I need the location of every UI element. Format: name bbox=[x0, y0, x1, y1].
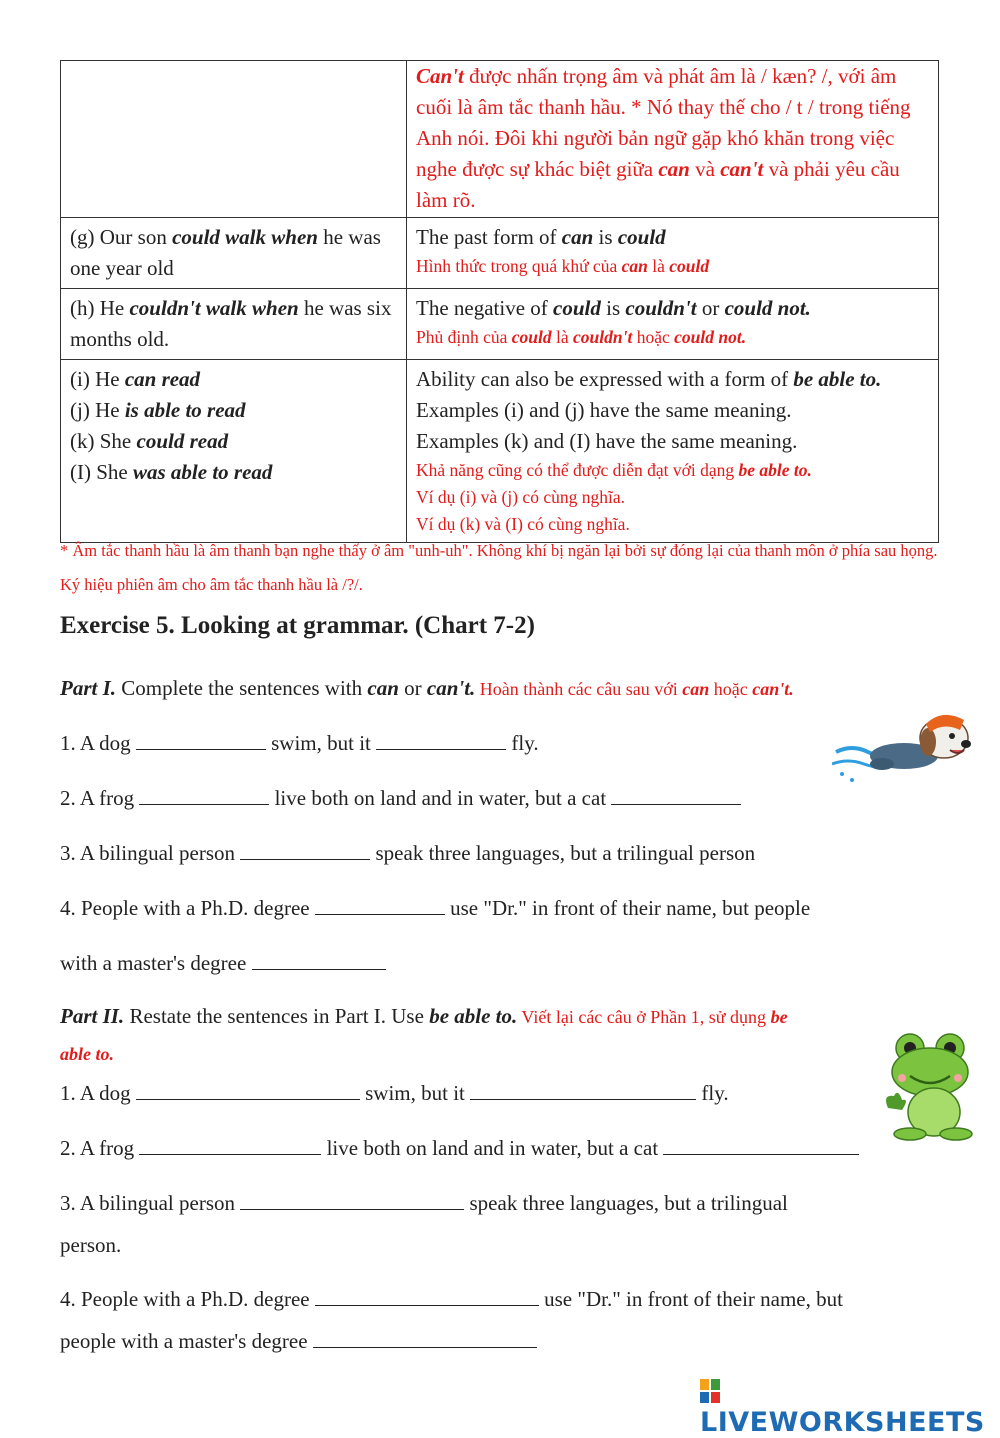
answer-blank[interactable] bbox=[139, 786, 269, 805]
text: speak three languages, but a trilingual bbox=[464, 1191, 788, 1215]
explanation-vn: Ví dụ (i) và (j) có cùng nghĩa. bbox=[416, 487, 625, 507]
example-l bbox=[70, 457, 397, 488]
examples-ijkl bbox=[61, 360, 407, 543]
part2-instruction bbox=[60, 1004, 788, 1029]
emphasis: could read bbox=[136, 429, 229, 453]
example-i bbox=[70, 364, 397, 395]
lws-badge-icon bbox=[700, 1379, 720, 1403]
text: Ability can also be expressed with a form of bbox=[416, 367, 794, 391]
part2-sentence-4 bbox=[60, 1287, 843, 1312]
emphasis: could bbox=[617, 225, 666, 249]
part2-sentence-3 bbox=[60, 1191, 788, 1216]
text: 4. People with a Ph.D. degree bbox=[60, 1287, 315, 1311]
explanation-vn: Ví dụ (k) và (I) có cùng nghĩa. bbox=[416, 514, 630, 534]
explanation-en bbox=[416, 364, 929, 395]
text: Complete the sentences with bbox=[116, 676, 368, 700]
text: swim, but it bbox=[359, 1081, 471, 1105]
text: fly. bbox=[696, 1081, 729, 1105]
text: (g) Our son bbox=[70, 225, 173, 249]
explanation-en bbox=[416, 293, 929, 324]
answer-blank[interactable] bbox=[611, 786, 741, 805]
explanation-h bbox=[407, 289, 939, 360]
text: (j) He bbox=[70, 398, 125, 422]
example-h bbox=[61, 289, 407, 360]
part1-sentence-2 bbox=[60, 786, 741, 811]
emphasis: can bbox=[682, 679, 710, 699]
text: Hoàn thành các câu sau với bbox=[475, 679, 683, 699]
logo-text: LIVEWORKSHEETS bbox=[700, 1407, 985, 1438]
emphasis: can bbox=[561, 225, 594, 249]
text: Khả năng cũng có thể được diễn đạt với dạng bbox=[416, 460, 739, 480]
emphasis: be able to. bbox=[738, 460, 812, 480]
part2-instruction-cont: able to. bbox=[60, 1044, 114, 1064]
emphasis: be able to. bbox=[793, 367, 882, 391]
emphasis: could not. bbox=[724, 296, 811, 320]
answer-blank[interactable] bbox=[376, 731, 506, 750]
text: 3. A bilingual person bbox=[60, 841, 241, 865]
text: Viết lại các câu ở Phần 1, sử dụng bbox=[517, 1007, 771, 1027]
emphasis: be able to. bbox=[429, 1004, 518, 1028]
text: (h) He bbox=[70, 296, 130, 320]
emphasis: couldn't bbox=[573, 327, 633, 347]
explanation-vn bbox=[416, 253, 929, 280]
answer-blank[interactable] bbox=[252, 951, 386, 970]
answer-blank[interactable] bbox=[315, 1287, 539, 1306]
liveworksheets-logo[interactable] bbox=[700, 1376, 1000, 1438]
part1-sentence-4-cont bbox=[60, 951, 386, 976]
connector: và bbox=[689, 157, 721, 181]
emphasis: could bbox=[553, 296, 601, 320]
can-term: can bbox=[658, 157, 690, 181]
part1-sentence-3 bbox=[60, 841, 755, 866]
part1-sentence-1 bbox=[60, 731, 539, 756]
example-j bbox=[70, 395, 397, 426]
text: là bbox=[647, 256, 670, 276]
text: The negative of bbox=[416, 296, 554, 320]
table-row bbox=[61, 289, 939, 360]
emphasis: could not. bbox=[674, 327, 747, 347]
frog-illustration bbox=[880, 1030, 980, 1142]
text: The past form of bbox=[416, 225, 562, 249]
text: is bbox=[600, 296, 626, 320]
text: (k) She bbox=[70, 429, 137, 453]
text: or bbox=[398, 676, 427, 700]
table-row bbox=[61, 360, 939, 543]
explanation-en: Examples (i) and (j) have the same meaning. bbox=[416, 398, 792, 422]
grammar-table bbox=[60, 60, 939, 543]
emphasis: can't. bbox=[752, 679, 794, 699]
emphasis: could walk when bbox=[172, 225, 318, 249]
text: use "Dr." in front of their name, but bbox=[538, 1287, 843, 1311]
part-label: Part I. bbox=[60, 676, 117, 700]
explanation-g bbox=[407, 218, 939, 289]
explanation-ijkl bbox=[407, 360, 939, 543]
text: fly. bbox=[506, 731, 539, 755]
text: 2. A frog bbox=[60, 786, 140, 810]
table-cell-empty bbox=[61, 61, 407, 218]
cant-term: Can't bbox=[416, 64, 464, 88]
note-text-end: và phải yêu cầu làm rõ. bbox=[416, 157, 900, 212]
text: hoặc bbox=[632, 327, 675, 347]
emphasis: is able to read bbox=[124, 398, 246, 422]
swimming-dog-illustration bbox=[832, 702, 980, 786]
text: people with a master's degree bbox=[60, 1329, 313, 1353]
text: (i) He bbox=[70, 367, 125, 391]
explanation-en bbox=[416, 222, 929, 253]
text: 3. A bilingual person bbox=[60, 1191, 241, 1215]
text: or bbox=[696, 296, 725, 320]
text: (I) She bbox=[70, 460, 133, 484]
text: là bbox=[551, 327, 574, 347]
text: 4. People with a Ph.D. degree bbox=[60, 896, 315, 920]
part2-sentence-3-cont: person. bbox=[60, 1233, 122, 1257]
note-text: được nhấn trọng âm và phát âm là / kæn? /, với âm cuối là âm tắc thanh hầu. * Nó thay thế cho / t / trong tiếng Anh nói. Đôi khi người bản ngữ gặp khó khăn trong việc nghe được sự khác biệt giữa bbox=[416, 64, 911, 181]
emphasis: couldn't bbox=[625, 296, 697, 320]
table-row bbox=[61, 61, 939, 218]
part1-instruction bbox=[60, 676, 794, 701]
text: live both on land and in water, but a cat bbox=[269, 786, 612, 810]
text: is bbox=[593, 225, 618, 249]
emphasis: be bbox=[770, 1007, 788, 1027]
text: live both on land and in water, but a cat bbox=[321, 1136, 664, 1160]
emphasis: can bbox=[621, 256, 648, 276]
answer-blank[interactable] bbox=[240, 1191, 464, 1210]
answer-blank[interactable] bbox=[240, 841, 370, 860]
emphasis: could bbox=[669, 256, 710, 276]
text: with a master's degree bbox=[60, 951, 252, 975]
text: he was one year old bbox=[70, 225, 381, 280]
part2-sentence-2 bbox=[60, 1136, 859, 1161]
exercise-title: Exercise 5. Looking at grammar. (Chart 7-2) bbox=[60, 612, 535, 639]
example-k bbox=[70, 426, 397, 457]
text: use "Dr." in front of their name, but people bbox=[444, 896, 811, 920]
emphasis: can read bbox=[124, 367, 201, 391]
example-g bbox=[61, 218, 407, 289]
text: swim, but it bbox=[265, 731, 377, 755]
text: Phủ định của bbox=[416, 327, 512, 347]
part2-sentence-1 bbox=[60, 1081, 729, 1106]
explanation-en: Examples (k) and (I) have the same meaning. bbox=[416, 429, 798, 453]
emphasis: couldn't walk when bbox=[129, 296, 299, 320]
part-label: Part II. bbox=[60, 1004, 125, 1028]
text: 1. A dog bbox=[60, 731, 136, 755]
explanation-vn bbox=[416, 457, 929, 484]
answer-blank[interactable] bbox=[139, 1136, 321, 1155]
answer-blank[interactable] bbox=[136, 731, 266, 750]
text: he was six months old. bbox=[70, 296, 392, 351]
answer-blank[interactable] bbox=[315, 896, 445, 915]
answer-blank[interactable] bbox=[470, 1081, 696, 1100]
answer-blank[interactable] bbox=[663, 1136, 859, 1155]
part1-sentence-4 bbox=[60, 896, 810, 921]
text: Restate the sentences in Part I. Use bbox=[124, 1004, 430, 1028]
part2-sentence-4-cont bbox=[60, 1329, 537, 1354]
footnote: * Âm tắc thanh hầu là âm thanh bạn nghe thấy ở âm "unh-uh". Không khí bị ngăn lại bởi sự đóng lại của thanh môn ở phía sau họng. Ký hiệu phiên âm cho âm tắc thanh hầu là /?/. bbox=[60, 541, 938, 594]
instruction-vn bbox=[475, 679, 793, 699]
text: 1. A dog bbox=[60, 1081, 136, 1105]
table-row bbox=[61, 218, 939, 289]
text: Hình thức trong quá khứ của bbox=[416, 256, 622, 276]
emphasis: could bbox=[511, 327, 552, 347]
cant-term: can't bbox=[720, 157, 764, 181]
explanation-vn bbox=[416, 324, 929, 351]
instruction-vn bbox=[517, 1007, 787, 1027]
text: hoặc bbox=[709, 679, 753, 699]
emphasis: was able to read bbox=[132, 460, 273, 484]
emphasis: can't. bbox=[426, 676, 476, 700]
text: speak three languages, but a trilingual person bbox=[370, 841, 756, 865]
answer-blank[interactable] bbox=[313, 1329, 537, 1348]
table-cell-note bbox=[407, 61, 939, 218]
text: 2. A frog bbox=[60, 1136, 140, 1160]
emphasis: can bbox=[367, 676, 399, 700]
answer-blank[interactable] bbox=[136, 1081, 360, 1100]
